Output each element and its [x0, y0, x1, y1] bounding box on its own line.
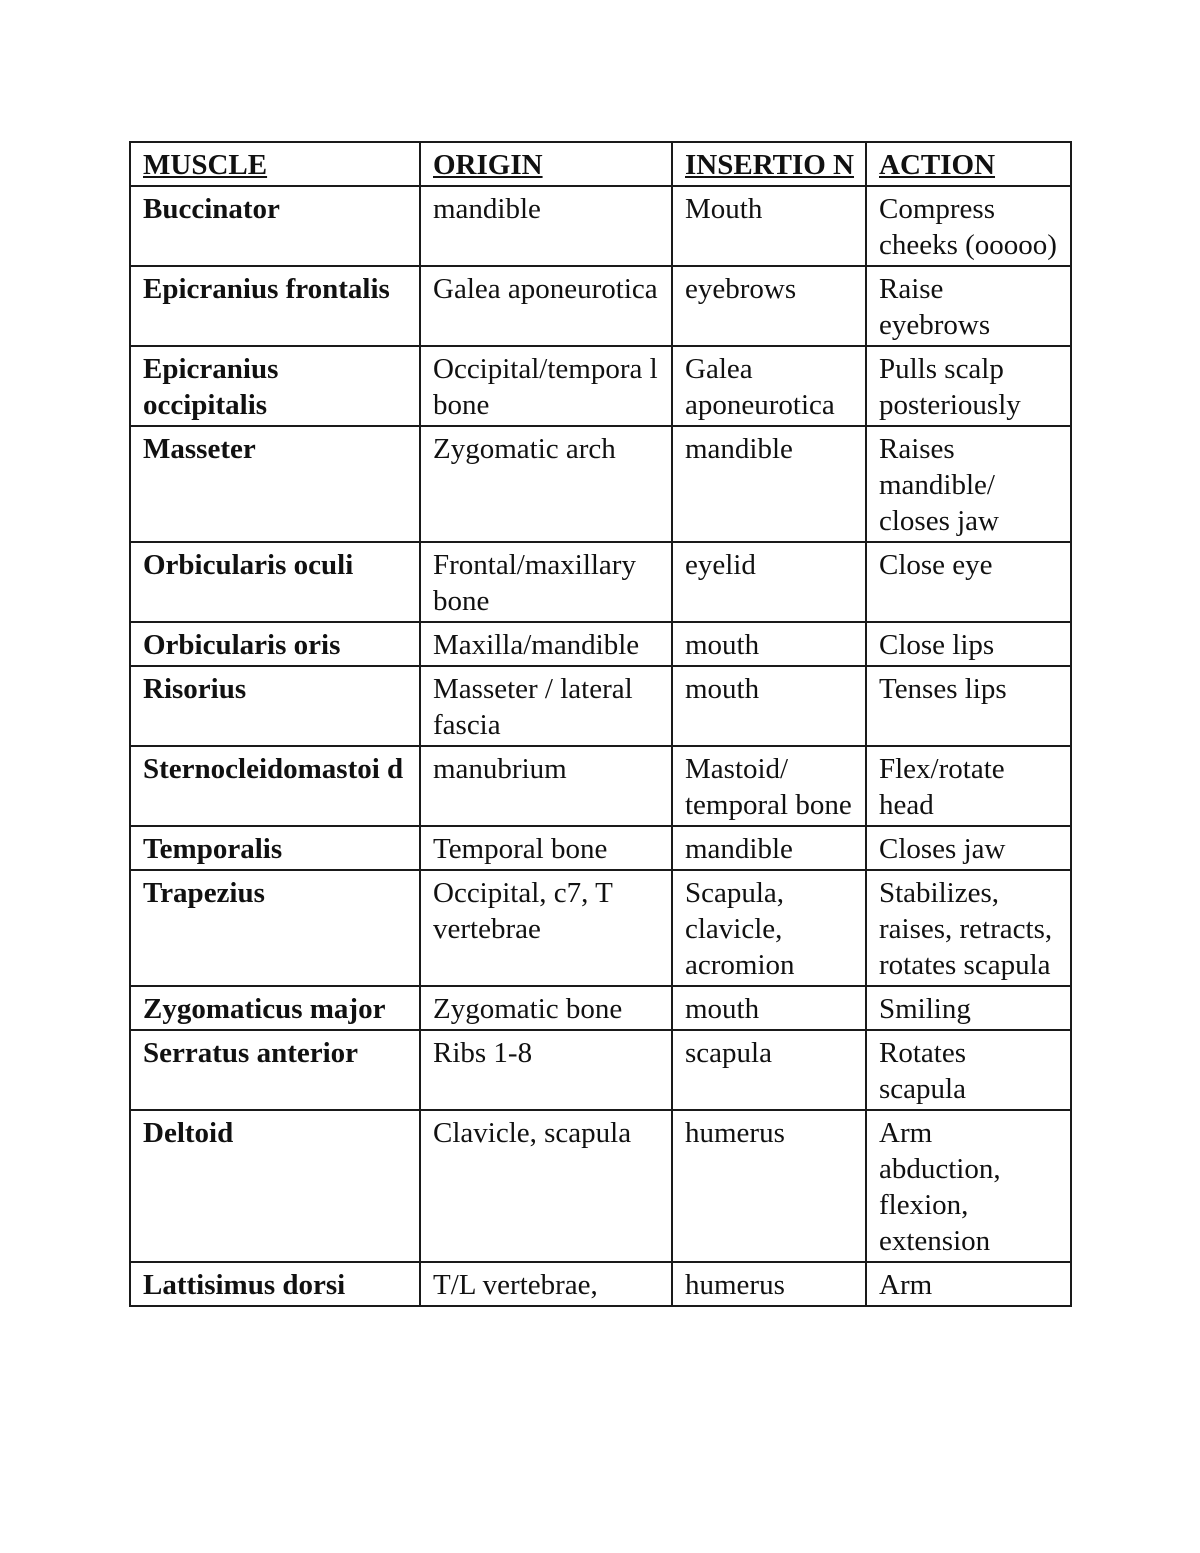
insertion-cell: Galea aponeurotica — [672, 346, 866, 426]
insertion-cell: eyelid — [672, 542, 866, 622]
action-cell: Stabilizes, raises, retracts, rotates scapula — [866, 870, 1071, 986]
table-row — [130, 826, 1071, 870]
origin-cell: Ribs 1-8 — [420, 1030, 672, 1110]
insertion-cell: humerus — [672, 1262, 866, 1306]
origin-cell: Clavicle, scapula — [420, 1110, 672, 1262]
action-cell: Arm abduction, flexion, extension — [866, 1110, 1071, 1262]
muscle-cell: Trapezius — [130, 870, 420, 986]
table-body — [130, 186, 1071, 1306]
muscle-cell: Orbicularis oculi — [130, 542, 420, 622]
origin-cell: mandible — [420, 186, 672, 266]
muscle-cell: Epicranius frontalis — [130, 266, 420, 346]
insertion-cell: Mouth — [672, 186, 866, 266]
header-origin: ORIGIN — [420, 142, 672, 186]
insertion-cell: humerus — [672, 1110, 866, 1262]
origin-cell: Zygomatic arch — [420, 426, 672, 542]
muscle-cell: Sternocleidomastoi d — [130, 746, 420, 826]
insertion-cell: Scapula, clavicle, acromion — [672, 870, 866, 986]
muscle-cell: Lattisimus dorsi — [130, 1262, 420, 1306]
header-action: ACTION — [866, 142, 1071, 186]
table-row — [130, 426, 1071, 542]
origin-cell: T/L vertebrae, — [420, 1262, 672, 1306]
muscle-cell: Orbicularis oris — [130, 622, 420, 666]
table-row — [130, 1110, 1071, 1262]
muscle-table-container — [129, 141, 1070, 1307]
table-header-row — [130, 142, 1071, 186]
insertion-cell: scapula — [672, 1030, 866, 1110]
action-cell: Pulls scalp posteriously — [866, 346, 1071, 426]
action-cell: Smiling — [866, 986, 1071, 1030]
action-cell: Arm — [866, 1262, 1071, 1306]
origin-cell: Galea aponeurotica — [420, 266, 672, 346]
muscle-cell: Deltoid — [130, 1110, 420, 1262]
origin-cell: Temporal bone — [420, 826, 672, 870]
table-row — [130, 986, 1071, 1030]
insertion-cell: mandible — [672, 426, 866, 542]
table-row — [130, 746, 1071, 826]
action-cell: Raises mandible/ closes jaw — [866, 426, 1071, 542]
table-row — [130, 1030, 1071, 1110]
muscle-cell: Risorius — [130, 666, 420, 746]
table-row — [130, 1262, 1071, 1306]
origin-cell: Occipital, c7, T vertebrae — [420, 870, 672, 986]
header-muscle: MUSCLE — [130, 142, 420, 186]
muscle-cell: Buccinator — [130, 186, 420, 266]
action-cell: Tenses lips — [866, 666, 1071, 746]
table-row — [130, 666, 1071, 746]
table-row — [130, 622, 1071, 666]
action-cell: Closes jaw — [866, 826, 1071, 870]
origin-cell: Frontal/maxillary bone — [420, 542, 672, 622]
muscle-cell: Serratus anterior — [130, 1030, 420, 1110]
insertion-cell: mouth — [672, 986, 866, 1030]
table-row — [130, 266, 1071, 346]
header-insertion: INSERTIO N — [672, 142, 866, 186]
origin-cell: Maxilla/mandible — [420, 622, 672, 666]
muscle-cell: Epicranius occipitalis — [130, 346, 420, 426]
origin-cell: manubrium — [420, 746, 672, 826]
action-cell: Close eye — [866, 542, 1071, 622]
insertion-cell: mouth — [672, 622, 866, 666]
insertion-cell: mouth — [672, 666, 866, 746]
muscle-table — [129, 141, 1072, 1307]
origin-cell: Occipital/tempora l bone — [420, 346, 672, 426]
table-row — [130, 186, 1071, 266]
origin-cell: Masseter / lateral fascia — [420, 666, 672, 746]
action-cell: Flex/rotate head — [866, 746, 1071, 826]
table-row — [130, 346, 1071, 426]
table-row — [130, 870, 1071, 986]
action-cell: Compress cheeks (ooooo) — [866, 186, 1071, 266]
muscle-cell: Masseter — [130, 426, 420, 542]
action-cell: Raise eyebrows — [866, 266, 1071, 346]
muscle-cell: Temporalis — [130, 826, 420, 870]
insertion-cell: mandible — [672, 826, 866, 870]
insertion-cell: eyebrows — [672, 266, 866, 346]
insertion-cell: Mastoid/ temporal bone — [672, 746, 866, 826]
origin-cell: Zygomatic bone — [420, 986, 672, 1030]
table-row — [130, 542, 1071, 622]
muscle-cell: Zygomaticus major — [130, 986, 420, 1030]
action-cell: Close lips — [866, 622, 1071, 666]
action-cell: Rotates scapula — [866, 1030, 1071, 1110]
